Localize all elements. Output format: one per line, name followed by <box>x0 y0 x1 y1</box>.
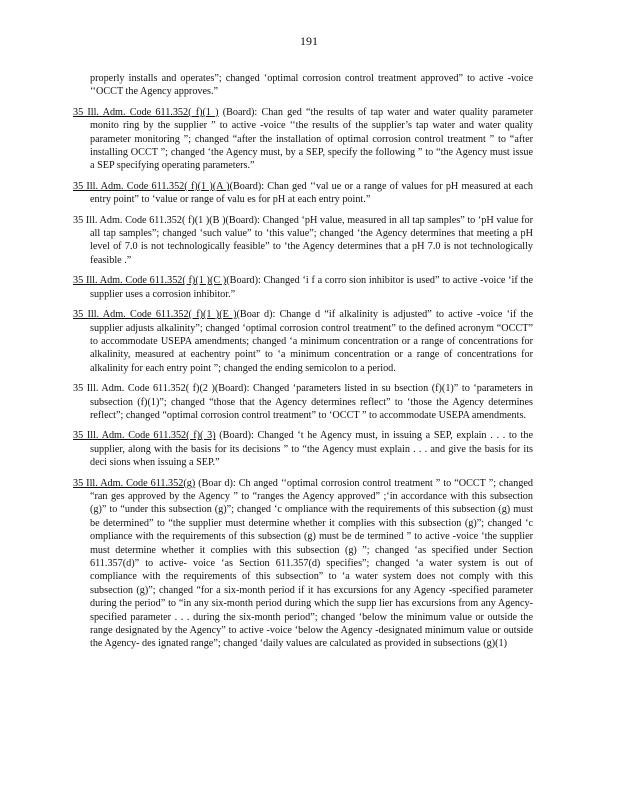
entry-citation: 35 Ill. Adm. Code 611.352( f)(1 )(A ) <box>73 180 230 192</box>
entry-citation: 35 Ill. Adm. Code 611.352(g) <box>73 477 196 489</box>
entry-text: (Boar d): Change d “if alkalinity is adjusted” to active -voice ‘if the supplier adjusts alkalinity”; changed ‘optimal corrosion control treatment” to the defined acronym “OCCT” to accommodate USEPA amendments; changed ‘a minimum concentration or a range of concentrations for alkalinity, measured at eachentry point” to ‘a minimum concentration or a range of concentrations for alkalinity for each entry point ”; changed the ending semicolon to a period. <box>90 309 533 374</box>
entry-611-352-f-1-A <box>73 180 533 207</box>
entry-611-352-f-1-E <box>73 308 533 375</box>
entry-text: (Board): Chan ged “the results of tap water and water quality parameter monito ring by the supplier ” to active -voice ‘‘the results of the supplier’s tap water and water quality parameter monitoring ”; changed “after the installation of optimal corrosion control treatment ” to “after installing OCCT ”; changed ‘the Agency must, by a SEP, specify the following ” to “the Agency must issue a SEP specifying operating parameters.” <box>90 106 533 172</box>
entry-611-352-f-1-B <box>73 214 533 268</box>
entry-citation: 35 Ill. Adm. Code 611.352( f)(1 )(E ) <box>73 309 237 321</box>
entry-611-352-f-1 <box>73 106 533 173</box>
entry-text: (Board): Changed ‘i f a corro sion inhibitor is used” to active -voice ‘if the supplier uses a corrosion inhibitor.” <box>90 275 533 300</box>
entry-611-352-f-2 <box>73 382 533 422</box>
document-body <box>73 72 533 658</box>
entry-citation: 35 Ill. Adm. Code 611.352( f)(1 )(B ) <box>73 214 226 226</box>
entry-text: (Board): Changed ‘parameters listed in su bsection (f)(1)” to ‘parameters in subsection (f)(1)”; changed “those that the Agency determines reflect” to ‘those the Agency determines reflect”; changed “optimal corrosion control treatment” to ‘OCCT ” to accommodate USEPA amendments. <box>90 383 533 421</box>
entry-611-352-g <box>73 477 533 651</box>
entry-611-352-f-3 <box>73 429 533 469</box>
entry-continuation <box>73 72 533 99</box>
entry-text: properly installs and operates”; changed ‘optimal corrosion control treatment approved” to active -voice ‘‘OCCT the Agency approves.” <box>90 73 533 98</box>
entry-citation: 35 Ill. Adm. Code 611.352( f)(2 ) <box>73 383 215 395</box>
entry-text: (Board): Changed ‘t he Agency must, in issuing a SEP, explain . . . to the supplier, along with the basis for its decisions ” to “the Agency must explain . . . and give the basis for its deci sions when issuing a SEP.” <box>90 430 533 469</box>
entry-text: (Boar d): Ch anged ‘‘optimal corrosion control treatment ” to “OCCT ”; changed “ran ges approved by the Agency ” to “ranges the Agency approved” ;‘in accordance with this subsection (g)” to “under this subsection (g)”; changed ‘c ompliance with the requirements of this subsection (g) must be determined” to “the supplier must determine whether it complies with this subsection (g)”; changed ‘c ompliance with the requirements of this subsection (g) must be de termined ” to active -voice ‘the supplier must determine whether it complies with this subsection (g) ”; changed ‘as specified under Section 611.357(d)” to active- voice ‘as Section 611.357(d) specifies”; changed ‘a water system is out of compliance with the requirements of this subsection” to ‘a water system does not comply with this subsection (g)”; changed “for a six-month period if it has excursions for any Agency -specified parameter during the period” to “in any six-month period during which the supp lier has excursions from any Agency- specified parameter . . . during the six-month period”; changed ‘below the minimum value or outside the range designated by the Agency” to active -voice ‘below the Agency -designated minimum value or outside the Agency- des ignated range”; changed ‘daily values are calculated as provided in subsections (g)(1) <box>90 477 533 650</box>
entry-text: (Board): Chan ged ‘‘val ue or a range of values for pH measured at each entry point” to ‘value or range of valu es for pH at each entry point.” <box>90 180 533 206</box>
entry-citation: 35 Ill. Adm. Code 611.352( f)(1 ) <box>73 106 219 118</box>
page-number: 191 <box>300 34 318 48</box>
entry-citation: 35 Ill. Adm. Code 611.352( f)( 3) <box>73 430 216 442</box>
entry-citation: 35 Ill. Adm. Code 611.352( f)(1 )(C ) <box>73 275 227 287</box>
entry-text: (Board): Changed ‘pH value, measured in all tap samples” to ‘pH value for all tap samples”; changed ‘such value” to ‘this value”; changed ‘the Agency determines that meeting a pH level of 7.0 is not technologically feasible” to ‘the Agency determines that a pH 7.0 is not technologically feasible .” <box>90 214 533 266</box>
entry-611-352-f-1-C <box>73 274 533 301</box>
